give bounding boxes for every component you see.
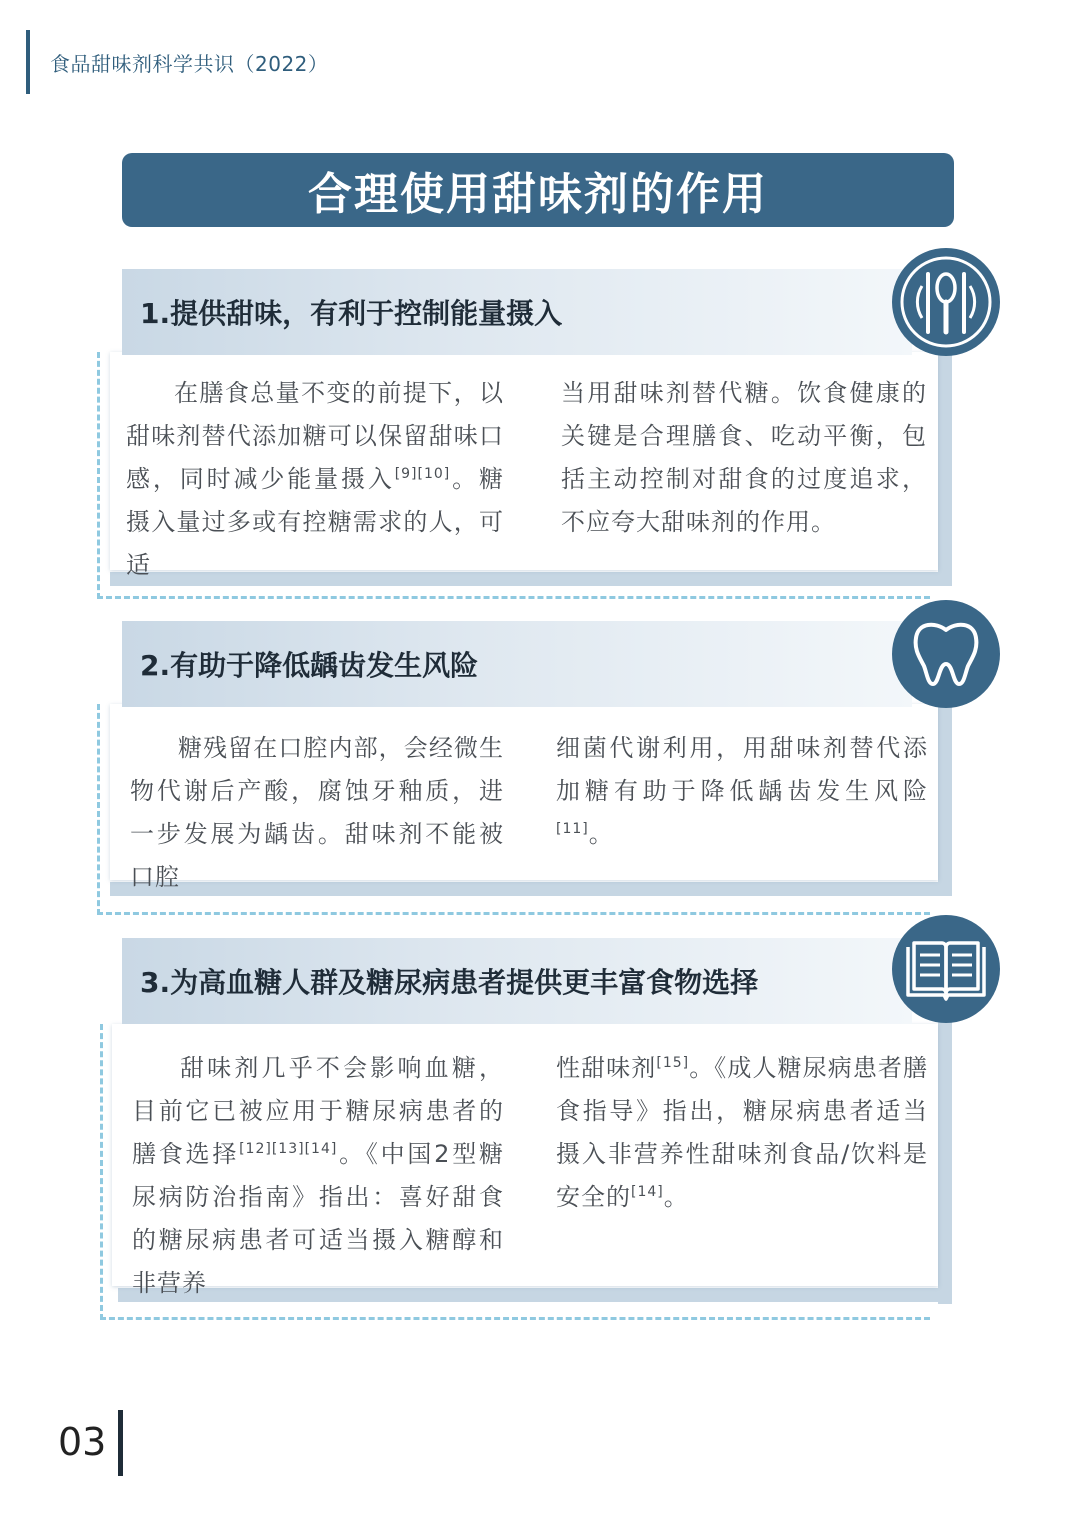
section-3-text-b: 。《中国2型糖尿病防治指南》指出：喜好甜食的糖尿病患者可适当摄入糖醇和非营养 (132, 1140, 504, 1297)
section-3-left-column (132, 1047, 504, 1305)
section-1-text-a: 在膳食总量不变的前提下，以甜味剂替代添加糖可以保留甜味口感，同时减少能量摄入 (126, 379, 504, 493)
section-1-left-column (126, 372, 504, 587)
utensils-icon (892, 248, 1000, 356)
section-2-text-left: 糖残留在口腔内部，会经微生物代谢后产酸，腐蚀牙釉质，进一步发展为龋齿。甜味剂不能被口腔 (130, 734, 504, 891)
citation: [15] (656, 1055, 690, 1071)
section-2-text-right-a: 细菌代谢利用，用甜味剂替代添加糖有助于降低龋齿发生风险 (556, 734, 928, 805)
section-1-heading-bar (122, 269, 912, 355)
section-3-text-right-c: 。 (663, 1183, 689, 1211)
section-2-left-column (130, 727, 504, 899)
section-1-right-column (561, 372, 927, 544)
section-2-right-column (556, 727, 928, 856)
section-2-heading: 2.有助于降低龋齿发生风险 (140, 649, 479, 682)
section-3-text-a: 甜味剂几乎不会影响血糖，目前它已被应用于糖尿病患者的膳食选择 (132, 1054, 504, 1168)
section-2-heading-bar (122, 621, 912, 707)
section-1-text-b: 。糖摄入量过多或有控糖需求的人，可适 (126, 465, 505, 579)
section-2-text-right-b: 。 (588, 820, 614, 848)
citation: [14] (631, 1184, 664, 1200)
citation: [12][13][14] (239, 1141, 338, 1157)
citation: [9][10] (394, 466, 451, 482)
section-3-heading-bar (122, 938, 912, 1024)
section-2-shadow-right (938, 702, 952, 896)
document-title: 食品甜味剂科学共识（2022） (50, 52, 329, 76)
section-3-heading: 3.为高血糖人群及糖尿病患者提供更丰富食物选择 (140, 966, 759, 999)
header-accent-bar (26, 30, 30, 94)
book-icon (892, 915, 1000, 1023)
section-3-shadow-right (938, 1022, 952, 1304)
section-3-text-right-a: 性甜味剂 (556, 1054, 657, 1082)
section-1-text-right: 当用甜味剂替代糖。饮食健康的关键是合理膳食、吃动平衡，包括主动控制对甜食的过度追求，不应夸大甜味剂的作用。 (561, 379, 927, 536)
banner-title: 合理使用甜味剂的作用 (308, 169, 768, 220)
page-number: 03 (58, 1420, 107, 1464)
section-1-shadow-right (938, 350, 952, 586)
citation: [11] (556, 821, 589, 837)
page-number-bar (118, 1410, 123, 1476)
section-1-heading: 1.提供甜味，有利于控制能量摄入 (140, 297, 563, 330)
page-banner (122, 153, 954, 227)
tooth-icon (892, 600, 1000, 708)
section-3-right-column (556, 1047, 928, 1219)
section-3-text-right-b: 。《成人糖尿病患者膳食指导》指出，糖尿病患者适当摄入非营养性甜味剂食品/饮料是安全的 (556, 1054, 929, 1211)
